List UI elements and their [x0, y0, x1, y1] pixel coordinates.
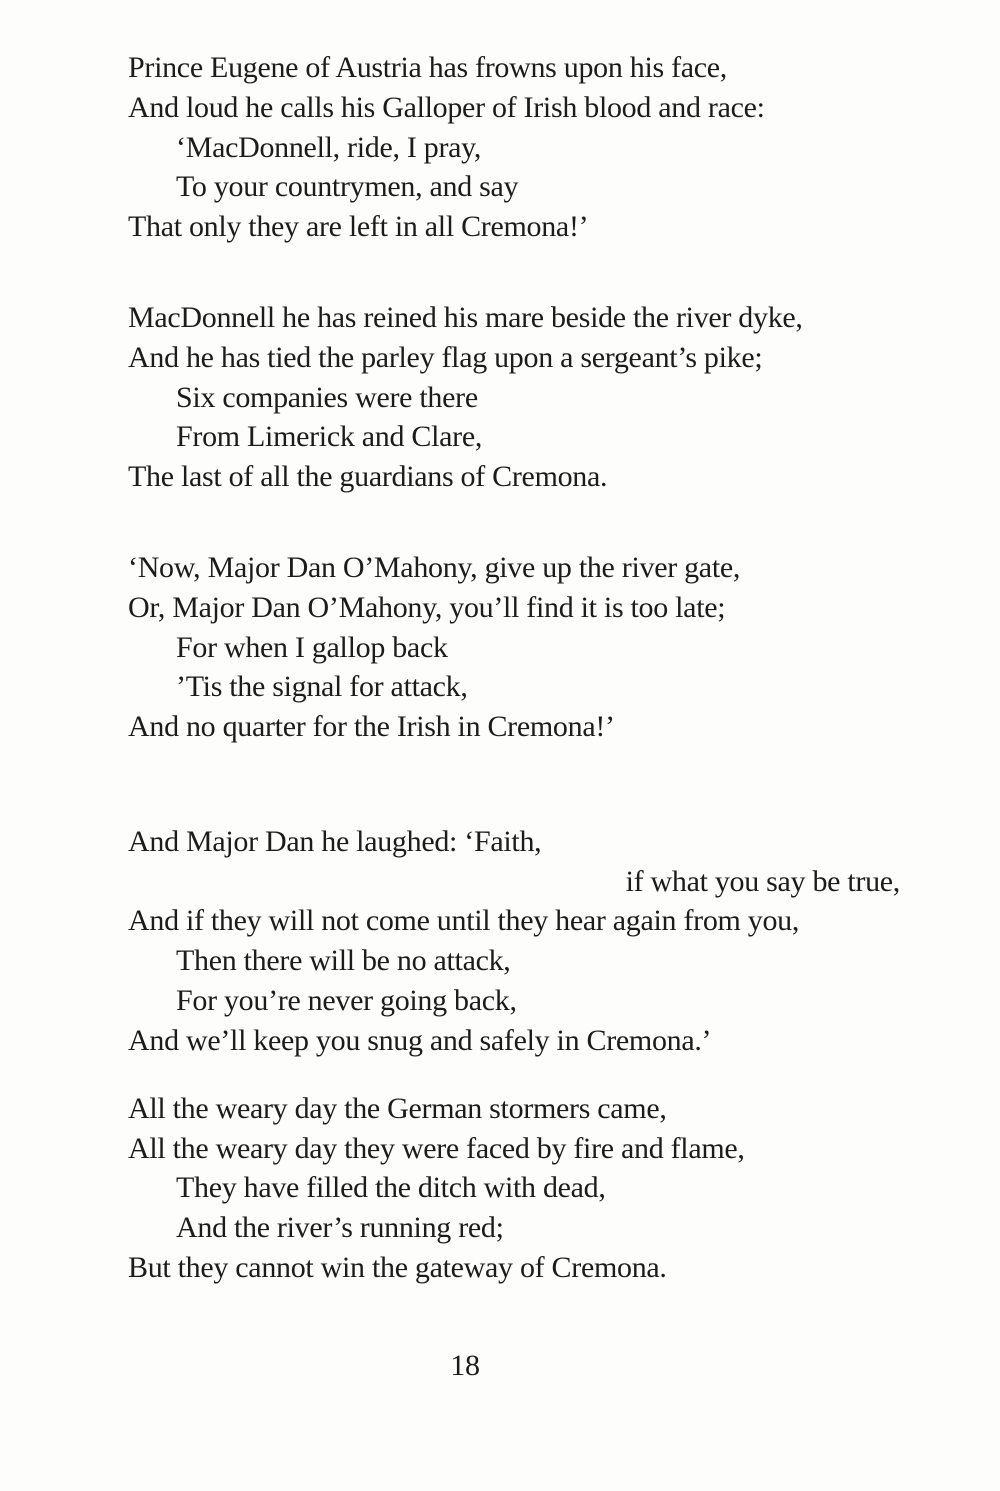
- poem-line: And no quarter for the Irish in Cremona!’: [128, 710, 615, 743]
- poem-line: And we’ll keep you snug and safely in Cremona.’: [128, 1024, 712, 1057]
- poem-line: The last of all the guardians of Cremona.: [128, 460, 608, 493]
- poem-line: That only they are left in all Cremona!’: [128, 210, 589, 243]
- page-number: 18: [450, 1349, 480, 1382]
- poem-line: And he has tied the parley flag upon a sergeant’s pike;: [128, 341, 763, 374]
- poem-line-continuation: if what you say be true,: [625, 865, 900, 898]
- poem-line: For you’re never going back,: [176, 984, 517, 1017]
- poem-line: And if they will not come until they hear again from you,: [128, 904, 800, 937]
- poem-line: They have filled the ditch with dead,: [176, 1171, 606, 1204]
- poem-line: And the river’s running red;: [176, 1211, 504, 1244]
- poem-line: ‘Now, Major Dan O’Mahony, give up the river gate,: [128, 551, 741, 584]
- poem-line: All the weary day the German stormers came,: [128, 1092, 667, 1125]
- poem-line: Six companies were there: [176, 381, 478, 414]
- poem-line: From Limerick and Clare,: [176, 420, 483, 453]
- poem-line: Prince Eugene of Austria has frowns upon his face,: [128, 51, 728, 84]
- poem-line: Then there will be no attack,: [176, 944, 511, 977]
- poem-line: And Major Dan he laughed: ‘Faith,: [128, 825, 542, 858]
- poem-line: All the weary day they were faced by fire and flame,: [128, 1132, 745, 1165]
- poem-line: ‘MacDonnell, ride, I pray,: [176, 131, 482, 164]
- poem-line: To your countrymen, and say: [176, 170, 519, 203]
- poem-line: But they cannot win the gateway of Cremona.: [128, 1251, 667, 1284]
- poem-line: MacDonnell he has reined his mare beside the river dyke,: [128, 301, 803, 334]
- poem-line: And loud he calls his Galloper of Irish blood and race:: [128, 91, 765, 124]
- poem-line: For when I gallop back: [176, 631, 448, 664]
- poem-line: ’Tis the signal for attack,: [176, 670, 468, 703]
- poem-line: Or, Major Dan O’Mahony, you’ll find it is too late;: [128, 591, 726, 624]
